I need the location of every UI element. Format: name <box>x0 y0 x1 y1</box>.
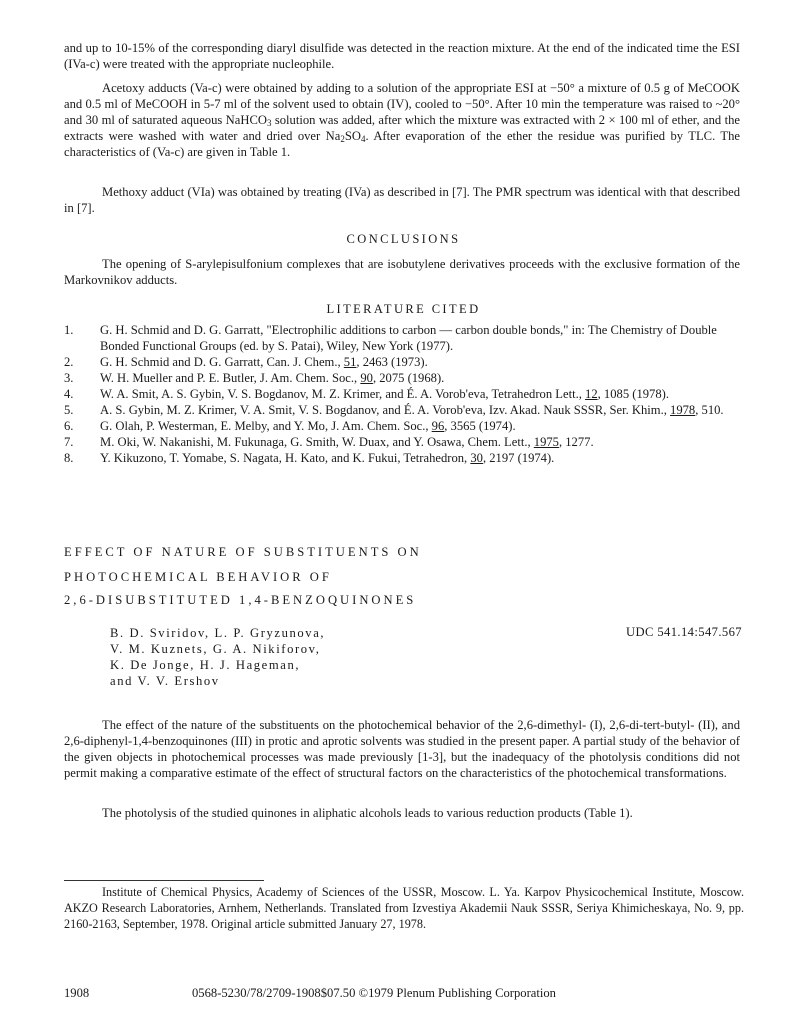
conclusions-text: The opening of S-arylepisulfonium complexes that are isobutylene derivatives proceeds with the exclusive formation of the Markovnikov adducts. <box>64 257 740 287</box>
reference-item <box>64 370 744 386</box>
reference-text <box>100 370 744 386</box>
reference-text <box>100 434 744 450</box>
text-run: . After evaporation of the ether the residue was purified by TLC. The characteristics of (Va-c) are given in Table 1. <box>64 129 741 159</box>
article-intro: The effect of the nature of the substituents on the photochemical behavior of the 2,6-dimethyl- (I), 2,6-di-tert-butyl- (II), and 2,6-diphenyl-1,4-benzoquinones (III) in protic and aprotic solvents was studied in the present paper. A partial study of the behavior of the given objects in photochemical processes was made previously [1-3], but the inadequacy of the photolysis conditions did not permit making a comparative estimate of the effect of structural factors on the characteristics of the photochemical transformations. <box>64 718 740 780</box>
conclusions-heading: CONCLUSIONS <box>346 232 461 246</box>
text-run: SO <box>344 129 361 143</box>
reference-tail: , 1085 (1978). <box>597 387 669 401</box>
subscript: 2 <box>340 134 345 144</box>
reference-item <box>64 354 744 370</box>
reference-item <box>64 322 744 354</box>
footnote: Institute of Chemical Physics, Academy of Sciences of the USSR, Moscow. L. Ya. Karpov Physicochemical Institute, Moscow. AKZO Research Laboratories, Arnhem, Netherlands. Translated from Izvestiya Akademii Nauk SSSR, Seriya Khimicheskaya, No. 9, pp. 2160-2163, September, 1978. Original article submitted January 27, 1978. <box>64 885 744 931</box>
reference-number: 4. <box>64 387 74 401</box>
reference-number: 6. <box>64 419 74 433</box>
reference-item <box>64 434 744 450</box>
reference-number: 8. <box>64 451 74 465</box>
article-title-line: PHOTOCHEMICAL BEHAVIOR OF <box>64 570 332 584</box>
reference-volume: 96 <box>431 419 445 433</box>
paragraph-methoxy-adduct: Methoxy adduct (VIa) was obtained by treating (IVa) as described in [7]. The PMR spectrum was identical with that described in [7]. <box>64 185 740 215</box>
paragraph-continued: and up to 10-15% of the corresponding diaryl disulfide was detected in the reaction mixture. At the end of the indicated time the ESI (IVa-c) were treated with the appropriate nucleophile. <box>64 41 740 71</box>
author-line: and V. V. Ershov <box>110 674 220 688</box>
reference-body: W. A. Smit, A. S. Gybin, V. S. Bogdanov, M. Z. Krimer, and É. A. Vorob'eva, Tetrahedron Lett., <box>100 387 586 401</box>
literature-heading: LITERATURE CITED <box>326 302 481 316</box>
reference-item <box>64 418 744 434</box>
reference-body: A. S. Gybin, M. Z. Krimer, V. A. Smit, V. S. Bogdanov, and É. A. Vorob'eva, Izv. Akad. Nauk SSSR, Ser. Khim., <box>100 403 671 417</box>
text-run: solution was added, after which the mixture was extracted with 2 × 100 ml of ether, and the extracts were washed with water and dried over Na <box>64 113 740 143</box>
reference-body: G. H. Schmid and D. G. Garratt, Can. J. Chem., <box>100 355 344 369</box>
udc-code: UDC 541.14:547.567 <box>626 625 742 639</box>
author-line: V. M. Kuznets, G. A. Nikiforov, <box>110 642 321 656</box>
author-line: K. De Jonge, H. J. Hageman, <box>110 658 301 672</box>
reference-text <box>100 418 744 434</box>
reference-volume: 90 <box>360 371 373 385</box>
reference-number: 5. <box>64 403 74 417</box>
reference-tail: , 2075 (1968). <box>372 371 445 385</box>
author-line: B. D. Sviridov, L. P. Gryzunova, <box>110 626 326 640</box>
reference-volume: 1978 <box>670 403 696 417</box>
author-list <box>110 625 325 689</box>
reference-text <box>100 450 744 466</box>
reference-item <box>64 386 744 402</box>
reference-body: Y. Kikuzono, T. Yomabe, S. Nagata, H. Kato, and K. Fukui, Tetrahedron, <box>100 451 471 465</box>
paragraph-acetoxy-adducts <box>64 80 740 160</box>
article-title-line: EFFECT OF NATURE OF SUBSTITUENTS ON <box>64 545 422 559</box>
reference-item <box>64 450 744 466</box>
reference-volume: 12 <box>585 387 598 401</box>
subscript: 4 <box>360 134 366 144</box>
reference-tail: , 1277. <box>558 435 594 449</box>
reference-tail: , 510. <box>695 403 724 417</box>
article-paragraph: The photolysis of the studied quinones in aliphatic alcohols leads to various reduction products (Table 1). <box>102 806 633 820</box>
footnote-rule <box>64 880 264 881</box>
reference-tail: , 3565 (1974). <box>444 419 516 433</box>
reference-number: 7. <box>64 435 74 449</box>
page-number: 1908 <box>64 986 90 1000</box>
reference-text <box>100 402 744 418</box>
reference-body: W. H. Mueller and P. E. Butler, J. Am. Chem. Soc., <box>100 371 361 385</box>
reference-body: G. Olah, P. Westerman, E. Melby, and Y. Mo, J. Am. Chem. Soc., <box>100 419 432 433</box>
reference-number: 1. <box>64 323 74 337</box>
subscript: 3 <box>266 118 272 128</box>
reference-volume: 30 <box>470 451 483 465</box>
reference-body: G. H. Schmid and D. G. Garratt, "Electrophilic additions to carbon — carbon double bonds," in: The Chemistry of Double Bonded Functional Groups (ed. by S. Patai), Wiley, New York (1977). <box>100 323 717 353</box>
reference-list <box>64 322 744 466</box>
reference-text <box>100 322 744 354</box>
reference-volume: 1975 <box>533 435 559 449</box>
reference-tail: , 2197 (1974). <box>482 451 555 465</box>
article-title-line: 2,6-DISUBSTITUTED 1,4-BENZOQUINONES <box>64 593 417 607</box>
copyright-line: 0568-5230/78/2709-1908$07.50 ©1979 Plenum Publishing Corporation <box>192 986 556 1000</box>
reference-body: M. Oki, W. Nakanishi, M. Fukunaga, G. Smith, W. Duax, and Y. Osawa, Chem. Lett., <box>100 435 534 449</box>
reference-volume: 51 <box>343 355 357 369</box>
reference-text <box>100 354 744 370</box>
reference-item <box>64 402 744 418</box>
text-run: Acetoxy adducts (Va-c) were obtained by adding to a solution of the appropriate ESI at −50° a mixture of 0.5 g of MeCOOK and 0.5 ml of MeCOOH in 5-7 ml of the solvent used to obtain (IV), cooled to −50°. After 10 min the temperature was raised to ~20° and 30 ml of saturated aqueous NaHCO <box>64 81 740 127</box>
reference-number: 3. <box>64 371 74 385</box>
reference-number: 2. <box>64 355 74 369</box>
reference-text <box>100 386 744 402</box>
reference-tail: , 2463 (1973). <box>356 355 428 369</box>
